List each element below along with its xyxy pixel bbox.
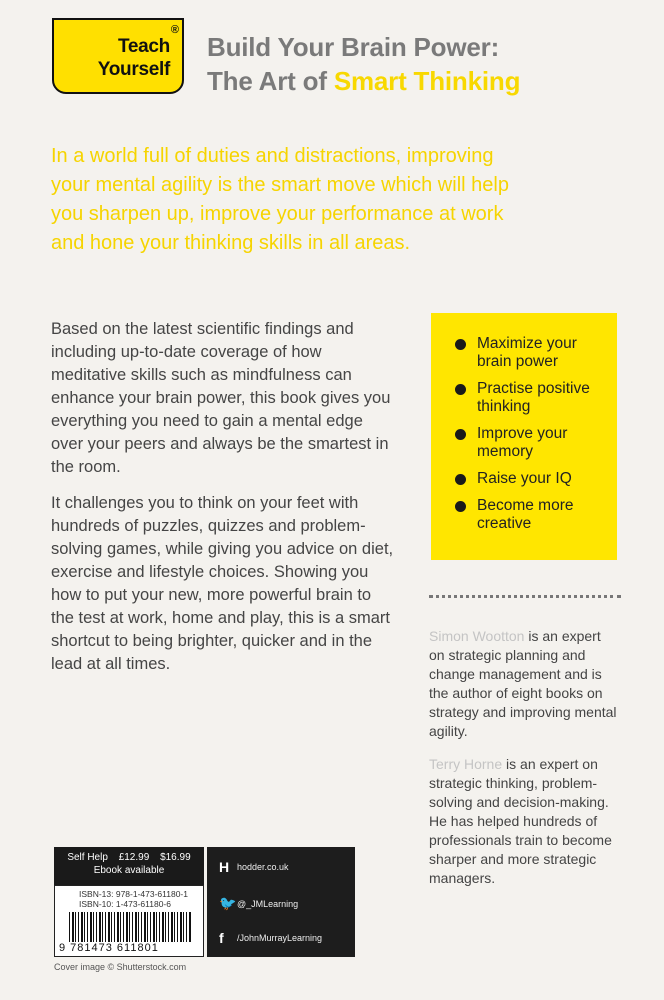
intro-blurb: In a world full of duties and distractions, improving your mental agility is the smart move which will help you sharpen up, improve your performance at work and hone your thinking skills in all areas. [51, 145, 509, 254]
benefit-text: Improve your memory [477, 425, 568, 460]
author-name: Simon Wootton [429, 628, 525, 644]
price-box [54, 847, 204, 885]
benefit-item [455, 380, 609, 416]
hodder-icon: H [219, 859, 230, 875]
twitter-text: @_JMLearning [237, 898, 299, 909]
price-gbp: £12.99 [118, 852, 150, 863]
barcode-box [54, 885, 204, 957]
barcode-number: 9 781473 611801 [59, 942, 159, 954]
body-paragraph-2: It challenges you to think on your feet with hundreds of puzzles, quizzes and problem-solving games, while giving you advice on diet, exercise and lifestyle choices. Showing you how to put your new, more powerful brain to the test at work, home and play, this is a smart shortcut to being brighter, quicker and in the lead at all times. [51, 494, 394, 673]
author-bio-text: is an expert on strategic planning and change management and is the author of eight books on strategy and improving mental agility. [429, 628, 617, 739]
author-name: Terry Horne [429, 756, 503, 772]
bullet-dot-icon [455, 429, 466, 440]
facebook-link[interactable] [219, 930, 322, 946]
website-text: hodder.co.uk [237, 862, 289, 872]
barcode-icon [69, 912, 191, 942]
bullet-dot-icon [455, 474, 466, 485]
bullet-dot-icon [455, 339, 466, 350]
benefit-text: Raise your IQ [477, 470, 572, 487]
benefit-item [455, 497, 609, 533]
logo-line-yourself: Yourself [97, 59, 170, 80]
bullet-dot-icon [455, 501, 466, 512]
benefits-box [431, 313, 617, 560]
registered-mark: ® [170, 24, 179, 36]
body-paragraph-1: Based on the latest scientific findings and including up-to-date coverage of how meditative skills such as mindfulness can enhance your brain power, this book gives you everything you need to gain a mental edge over your peers and always be the smartest in the room. [51, 320, 391, 476]
facebook-text: /JohnMurrayLearning [237, 933, 323, 943]
title-line-2 [207, 64, 520, 98]
website-link[interactable] [219, 859, 289, 875]
book-title [207, 30, 520, 98]
dotted-divider [429, 595, 621, 600]
benefit-text: Maximize your brain power [477, 335, 577, 370]
body-copy [51, 318, 396, 689]
teach-yourself-logo [52, 18, 184, 94]
benefit-item [455, 425, 609, 461]
logo-line-teach: Teach [117, 36, 170, 57]
twitter-link[interactable] [219, 895, 298, 912]
title-highlight: Smart Thinking [333, 66, 521, 96]
ebook-label: Ebook available [93, 865, 165, 876]
benefit-text: Practise positive thinking [477, 380, 590, 415]
title-line-2-prefix: The Art of [207, 66, 334, 96]
social-links-box [207, 847, 355, 957]
isbn-13: ISBN-13: 978-1-473-61180-1 [79, 889, 188, 899]
cover-image-credit: Cover image © Shutterstock.com [54, 962, 187, 972]
benefit-text: Become more creative [477, 497, 574, 532]
author-bio-1 [429, 627, 619, 741]
bullet-dot-icon [455, 384, 466, 395]
category-label: Self Help [67, 852, 108, 863]
benefit-item [455, 470, 609, 488]
title-line-1: Build Your Brain Power: [207, 32, 500, 62]
price-usd: $16.99 [160, 852, 191, 863]
facebook-icon: f [219, 930, 224, 946]
author-bio-text: is an expert on strategic thinking, problem-solving and decision-making. He has helped hundreds of professionals train to become sharper and more strategic managers. [429, 756, 612, 886]
twitter-icon: 🐦 [219, 895, 237, 911]
benefit-item [455, 335, 609, 371]
author-bio-2 [429, 755, 619, 888]
isbn-10: ISBN-10: 1-473-61180-6 [79, 899, 171, 909]
